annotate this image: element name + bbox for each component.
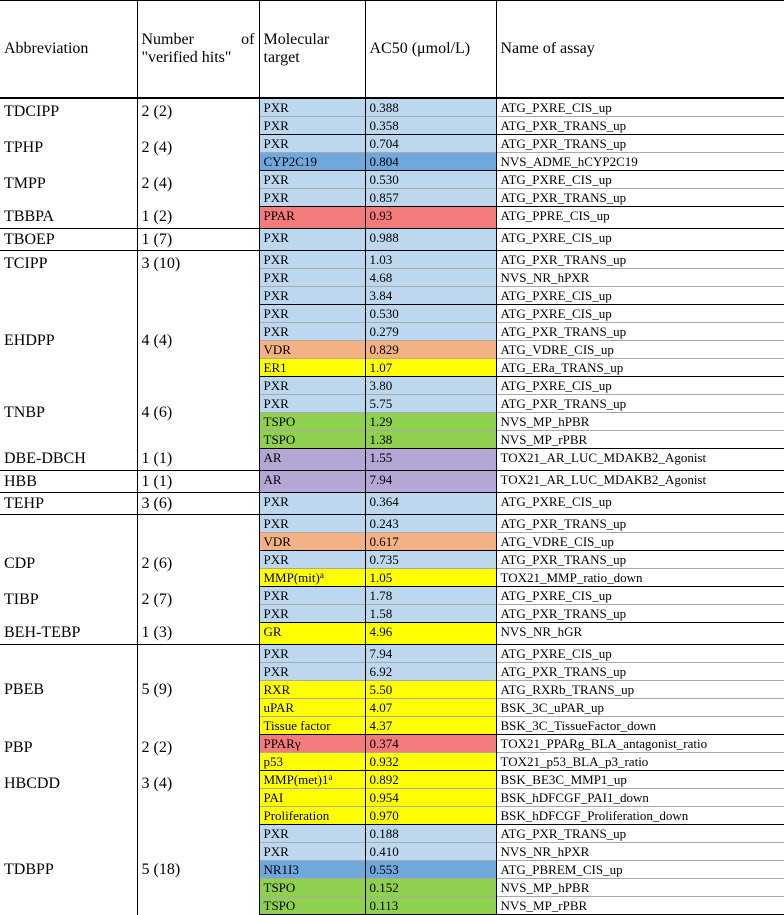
target-cell xyxy=(259,879,365,897)
header-hits-line1b: of xyxy=(241,31,255,48)
target-cell xyxy=(259,323,365,341)
target-label: PXR xyxy=(263,118,289,133)
ac50-cell: 0.279 xyxy=(365,323,496,341)
target-cell xyxy=(259,663,365,681)
ac50-cell: 7.94 xyxy=(365,471,496,493)
target-cell xyxy=(259,897,365,915)
target-cell xyxy=(259,699,365,717)
target-label: PXR xyxy=(263,270,289,285)
target-cell xyxy=(259,569,365,587)
footnote-marker: a xyxy=(328,772,333,782)
abbreviation-cell: TBBPA xyxy=(0,207,137,229)
header-target xyxy=(259,1,365,99)
ac50-cell: 0.388 xyxy=(365,98,496,117)
target-cell xyxy=(259,189,365,207)
ac50-cell: 0.188 xyxy=(365,825,496,843)
hits-cell: 1 (1) xyxy=(137,449,259,471)
abbreviation-cell: PBP xyxy=(4,738,33,756)
abbreviation-cell: TDCIPP xyxy=(4,103,60,120)
target-cell xyxy=(259,98,365,117)
target-cell xyxy=(259,623,365,645)
target-cell xyxy=(259,807,365,825)
abbreviation-cell: DBE-DBCH xyxy=(0,449,137,471)
hits-cell: 2 (4) xyxy=(137,135,259,171)
hits-cell: 1 (2) xyxy=(137,207,259,229)
target-cell xyxy=(259,171,365,189)
target-label: MMP(met)1 xyxy=(263,772,329,787)
target-label: PXR xyxy=(263,306,289,321)
target-cell xyxy=(259,861,365,879)
ac50-cell: 0.113 xyxy=(365,897,496,915)
target-label: PXR xyxy=(263,252,289,267)
ac50-cell: 0.735 xyxy=(365,551,496,569)
target-cell xyxy=(259,843,365,861)
ac50-cell: 0.530 xyxy=(365,305,496,323)
target-label: PXR xyxy=(263,646,289,661)
assay-cell: ATG_PXRE_CIS_up xyxy=(496,229,784,251)
target-label: PXR xyxy=(263,396,289,411)
ac50-cell: 6.92 xyxy=(365,663,496,681)
target-cell xyxy=(259,753,365,771)
assay-cell: ATG_PXRE_CIS_up xyxy=(496,493,784,515)
assay-cell: ATG_PBREM_CIS_up xyxy=(496,861,784,879)
target-cell xyxy=(259,493,365,515)
table-row xyxy=(0,251,784,269)
target-cell xyxy=(259,771,365,789)
assay-cell: TOX21_AR_LUC_MDAKB2_Agonist xyxy=(496,449,784,471)
assay-cell: ATG_PXR_TRANS_up xyxy=(496,189,784,207)
ac50-cell: 4.68 xyxy=(365,269,496,287)
assay-cell: TOX21_MMP_ratio_down xyxy=(496,569,784,587)
target-cell xyxy=(259,645,365,663)
assay-cell: NVS_ADME_hCYP2C19 xyxy=(496,153,784,171)
target-label: VDR xyxy=(263,342,291,357)
assay-cell: ATG_PXRE_CIS_up xyxy=(496,377,784,395)
target-label: AR xyxy=(263,472,282,487)
abbreviation-cell: TCIPP xyxy=(4,255,48,272)
ac50-cell: 1.07 xyxy=(365,359,496,377)
target-label: CYP2C19 xyxy=(263,154,317,169)
ac50-cell: 0.970 xyxy=(365,807,496,825)
hits-cell: 3 (4) xyxy=(137,771,259,825)
target-label: PXR xyxy=(263,516,289,531)
abbreviation-cell xyxy=(0,515,137,551)
hits-cell: 4 (6) xyxy=(137,377,259,449)
ac50-cell: 1.29 xyxy=(365,413,496,431)
target-cell xyxy=(259,825,365,843)
ac50-cell: 1.78 xyxy=(365,587,496,605)
table-row xyxy=(0,623,784,645)
assay-cell: ATG_PXR_TRANS_up xyxy=(496,605,784,623)
ac50-cell: 0.704 xyxy=(365,135,496,153)
target-cell xyxy=(259,377,365,395)
assay-cell: ATG_PXRE_CIS_up xyxy=(496,98,784,117)
target-label: NR1I3 xyxy=(263,862,299,877)
abbreviation-cell: EHDPP xyxy=(4,331,55,349)
target-label: PXR xyxy=(263,606,289,621)
ac50-cell: 3.80 xyxy=(365,377,496,395)
header-row xyxy=(0,1,784,99)
assay-cell: ATG_PXR_TRANS_up xyxy=(496,663,784,681)
ac50-cell: 0.932 xyxy=(365,753,496,771)
target-label: VDR xyxy=(263,534,291,549)
assay-cell: BSK_3C_uPAR_up xyxy=(496,699,784,717)
target-cell xyxy=(259,395,365,413)
assay-cell: ATG_RXRb_TRANS_up xyxy=(496,681,784,699)
assay-cell: NVS_MP_hPBR xyxy=(496,879,784,897)
target-cell xyxy=(259,305,365,323)
target-label: PPAR xyxy=(263,208,295,223)
target-label: RXR xyxy=(263,682,291,697)
target-label: PXR xyxy=(263,664,289,679)
ac50-cell: 0.410 xyxy=(365,843,496,861)
assay-cell: NVS_MP_rPBR xyxy=(496,431,784,449)
assay-cell: ATG_PXRE_CIS_up xyxy=(496,287,784,305)
abbreviation-cell: TIBP xyxy=(4,590,39,608)
table-row xyxy=(0,135,784,153)
assay-cell: NVS_NR_hPXR xyxy=(496,269,784,287)
table-row xyxy=(0,98,784,117)
hits-cell: 2 (7) xyxy=(137,587,259,623)
abbreviation-cell: BEH-TEBP xyxy=(0,623,137,645)
header-hits-line1: Number xyxy=(141,31,194,48)
target-cell xyxy=(259,359,365,377)
table-row xyxy=(0,305,784,323)
ac50-cell: 1.38 xyxy=(365,431,496,449)
ac50-cell: 7.94 xyxy=(365,645,496,663)
target-label: PXR xyxy=(263,378,289,393)
ac50-cell: 5.50 xyxy=(365,681,496,699)
target-label: PXR xyxy=(263,100,289,115)
target-cell xyxy=(259,341,365,359)
target-label: TSPO xyxy=(263,432,296,447)
target-cell xyxy=(259,431,365,449)
target-label: PXR xyxy=(263,588,289,603)
target-label: MMP(mit) xyxy=(263,570,320,585)
assay-cell: ATG_PXRE_CIS_up xyxy=(496,171,784,189)
abbreviation-cell: HBCDD xyxy=(4,774,61,792)
ac50-cell: 1.05 xyxy=(365,569,496,587)
hits-cell: 2 (6) xyxy=(137,551,259,587)
ac50-cell: 3.84 xyxy=(365,287,496,305)
hits-cell: 1 (7) xyxy=(137,229,259,251)
target-label: PXR xyxy=(263,172,289,187)
abbreviation-cell: PBEB xyxy=(4,680,45,698)
header-abbreviation: Abbreviation xyxy=(0,1,137,99)
assay-cell: ATG_PXR_TRANS_up xyxy=(496,515,784,533)
table-row xyxy=(0,515,784,533)
ac50-cell: 4.37 xyxy=(365,717,496,735)
hits-cell: 2 (2) xyxy=(137,735,259,771)
assay-cell: ATG_PXR_TRANS_up xyxy=(496,117,784,135)
table-row xyxy=(0,471,784,493)
target-cell xyxy=(259,587,365,605)
table-row xyxy=(0,493,784,515)
table-row xyxy=(0,377,784,395)
target-cell xyxy=(259,681,365,699)
hits-cell: 3 (6) xyxy=(137,493,259,515)
assay-cell: ATG_VDRE_CIS_up xyxy=(496,341,784,359)
target-cell xyxy=(259,449,365,471)
abbreviation-cell: TNBP xyxy=(4,403,45,421)
target-cell xyxy=(259,207,365,229)
ac50-cell: 5.75 xyxy=(365,395,496,413)
assay-cell: ATG_PXR_TRANS_up xyxy=(496,551,784,569)
ac50-cell: 0.364 xyxy=(365,493,496,515)
assay-cell: ATG_VDRE_CIS_up xyxy=(496,533,784,551)
target-cell xyxy=(259,413,365,431)
ac50-cell: 4.07 xyxy=(365,699,496,717)
table-row xyxy=(0,229,784,251)
target-label: PXR xyxy=(263,230,289,245)
target-label: TSPO xyxy=(263,898,296,913)
target-cell xyxy=(259,605,365,623)
abbreviation-cell: HBB xyxy=(0,471,137,493)
target-label: PPARγ xyxy=(263,736,301,751)
ac50-cell: 0.954 xyxy=(365,789,496,807)
target-label: PXR xyxy=(263,136,289,151)
hits-cell xyxy=(137,515,259,551)
ac50-cell: 0.804 xyxy=(365,153,496,171)
ac50-cell: 0.243 xyxy=(365,515,496,533)
assay-cell: ATG_PPRE_CIS_up xyxy=(496,207,784,229)
target-cell xyxy=(259,717,365,735)
ac50-cell: 1.55 xyxy=(365,449,496,471)
header-target-line2: target xyxy=(263,49,300,66)
assay-cell: NVS_MP_hPBR xyxy=(496,413,784,431)
target-label: PAI xyxy=(263,790,284,805)
target-label: p53 xyxy=(263,754,283,769)
assay-cell: ATG_PXR_TRANS_up xyxy=(496,251,784,269)
assay-cell: TOX21_AR_LUC_MDAKB2_Agonist xyxy=(496,471,784,493)
target-label: PXR xyxy=(263,288,289,303)
assay-cell: ATG_ERa_TRANS_up xyxy=(496,359,784,377)
ac50-cell: 0.530 xyxy=(365,171,496,189)
assay-cell: TOX21_PPARg_BLA_antagonist_ratio xyxy=(496,735,784,753)
header-assay: Name of assay xyxy=(496,1,784,99)
table-row xyxy=(0,449,784,471)
table-row xyxy=(0,171,784,189)
ac50-cell: 0.617 xyxy=(365,533,496,551)
abbreviation-cell: TBOEP xyxy=(0,229,137,251)
target-cell xyxy=(259,551,365,569)
target-cell xyxy=(259,533,365,551)
assay-cell: ATG_PXRE_CIS_up xyxy=(496,305,784,323)
target-cell xyxy=(259,153,365,171)
abbreviation-cell: TEHP xyxy=(0,493,137,515)
table-body xyxy=(0,98,784,915)
ac50-cell: 0.829 xyxy=(365,341,496,359)
abbreviation-cell: TPHP xyxy=(4,138,44,156)
assay-cell: ATG_PXRE_CIS_up xyxy=(496,587,784,605)
assay-cell: ATG_PXR_TRANS_up xyxy=(496,135,784,153)
table-row xyxy=(0,771,784,789)
target-label: TSPO xyxy=(263,414,296,429)
hits-cell: 2 (4) xyxy=(137,171,259,207)
ac50-cell: 0.93 xyxy=(365,207,496,229)
assay-cell: BSK_hDFCGF_Proliferation_down xyxy=(496,807,784,825)
hits-cell: 1 (1) xyxy=(137,471,259,493)
target-label: PXR xyxy=(263,844,289,859)
assay-cell: TOX21_p53_BLA_p3_ratio xyxy=(496,753,784,771)
ac50-cell: 0.857 xyxy=(365,189,496,207)
abbreviation-cell: CDP xyxy=(4,554,36,572)
target-label: Tissue factor xyxy=(263,718,331,733)
assay-cell: BSK_BE3C_MMP1_up xyxy=(496,771,784,789)
target-cell xyxy=(259,229,365,251)
assay-cell: BSK_3C_TissueFactor_down xyxy=(496,717,784,735)
table-row xyxy=(0,825,784,843)
header-hits xyxy=(137,1,259,99)
target-label: Proliferation xyxy=(263,808,330,823)
ac50-cell: 0.553 xyxy=(365,861,496,879)
assay-cell: NVS_NR_hGR xyxy=(496,623,784,645)
assay-cell: ATG_PXR_TRANS_up xyxy=(496,825,784,843)
target-cell xyxy=(259,471,365,493)
target-cell xyxy=(259,789,365,807)
header-hits-line2: "verified hits" xyxy=(141,49,232,66)
ac50-cell: 0.892 xyxy=(365,771,496,789)
ac50-cell: 4.96 xyxy=(365,623,496,645)
hits-cell: 3 (10) xyxy=(137,251,259,305)
table-row xyxy=(0,735,784,753)
header-target-line1: Molecular xyxy=(263,31,330,48)
hits-cell: 4 (4) xyxy=(137,305,259,377)
assay-cell: BSK_hDFCGF_PAI1_down xyxy=(496,789,784,807)
target-label: uPAR xyxy=(263,700,295,715)
assay-cell: NVS_NR_hPXR xyxy=(496,843,784,861)
target-label: AR xyxy=(263,450,282,465)
abbreviation-cell: TMPP xyxy=(4,174,46,192)
ac50-cell: 0.988 xyxy=(365,229,496,251)
footnote-marker: a xyxy=(319,570,324,580)
assay-cell: ATG_PXR_TRANS_up xyxy=(496,323,784,341)
target-cell xyxy=(259,287,365,305)
target-label: PXR xyxy=(263,494,289,509)
target-cell xyxy=(259,735,365,753)
target-cell xyxy=(259,251,365,269)
target-label: GR xyxy=(263,624,282,639)
target-cell xyxy=(259,117,365,135)
assay-cell: NVS_MP_rPBR xyxy=(496,897,784,915)
target-cell xyxy=(259,135,365,153)
target-label: PXR xyxy=(263,552,289,567)
abbreviation-cell: TDBPP xyxy=(4,860,54,878)
target-label: ER1 xyxy=(263,360,287,375)
table-row xyxy=(0,551,784,569)
ac50-cell: 1.03 xyxy=(365,251,496,269)
hits-cell: 1 (3) xyxy=(137,623,259,645)
header-ac50: AC50 (μmol/L) xyxy=(365,1,496,99)
table-row xyxy=(0,587,784,605)
target-cell xyxy=(259,515,365,533)
table-row xyxy=(0,207,784,229)
ac50-cell: 1.58 xyxy=(365,605,496,623)
ac50-cell: 0.152 xyxy=(365,879,496,897)
target-label: PXR xyxy=(263,826,289,841)
target-label: TSPO xyxy=(263,880,296,895)
hits-cell: 5 (18) xyxy=(137,825,259,915)
ac50-cell: 0.374 xyxy=(365,735,496,753)
target-cell xyxy=(259,269,365,287)
hits-cell: 2 (2) xyxy=(137,98,259,135)
ac50-cell: 0.358 xyxy=(365,117,496,135)
target-label: PXR xyxy=(263,190,289,205)
hits-cell: 5 (9) xyxy=(137,645,259,735)
assay-cell: ATG_PXR_TRANS_up xyxy=(496,395,784,413)
assay-cell: ATG_PXRE_CIS_up xyxy=(496,645,784,663)
table-row xyxy=(0,645,784,663)
target-label: PXR xyxy=(263,324,289,339)
